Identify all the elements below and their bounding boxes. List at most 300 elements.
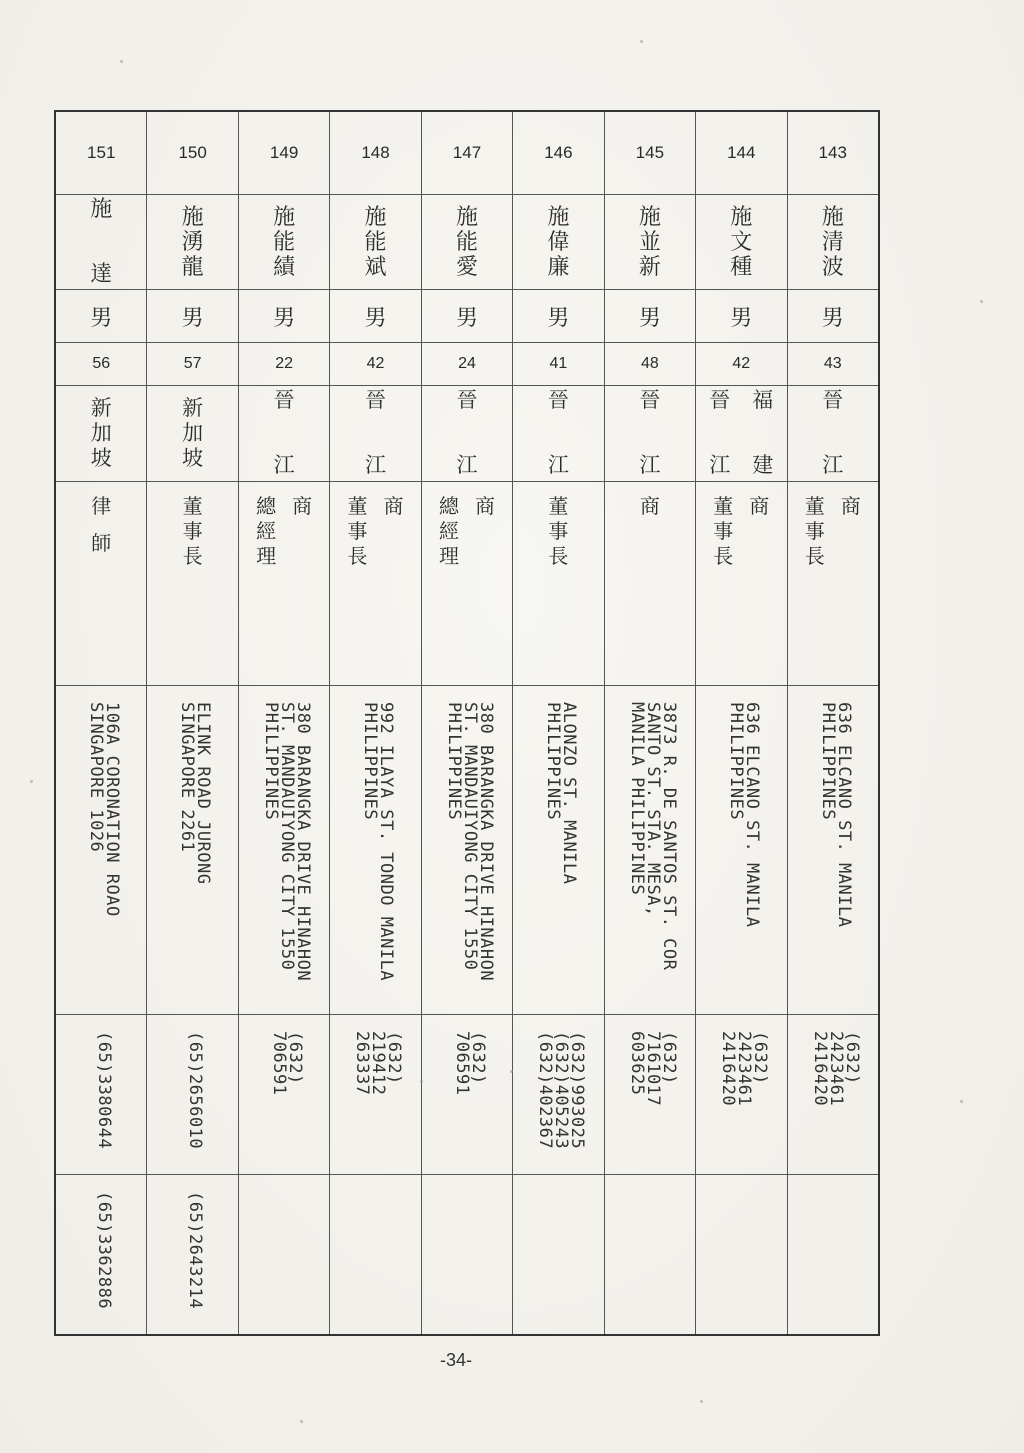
sex: 男 [638,305,661,331]
record-number: 149 [269,142,299,162]
fax-cell [788,1174,878,1334]
telephone-cell [605,1014,695,1173]
text-line: 636 ELCANO ST. MANILA [833,702,854,928]
vertical-text [841,494,861,685]
char: 理 [438,543,459,568]
scan-speck [30,780,33,783]
text-line: 106A CORONATION ROAO [102,702,122,917]
member-registry-table [54,110,880,1336]
vertical-text [439,494,459,685]
char: 經 [256,518,277,543]
birthplace-cell [422,385,512,481]
char: 律 [91,493,112,518]
birthplace-cell [696,385,786,481]
char: 加 [90,420,112,445]
fax-cell [696,1174,786,1334]
sex-cell [422,289,512,342]
rotated-text [268,1031,305,1096]
record-number: 148 [361,142,390,162]
char: 施 [821,204,844,230]
record-number-cell [56,112,146,194]
char: 江 [456,453,478,478]
text-line: 636 ELCANO ST. MANILA [742,702,763,928]
vertical-text [456,205,478,280]
scan-speck [510,1070,513,1073]
record-number-cell [696,112,786,194]
char: 董 [182,493,203,518]
vertical-text [547,205,569,280]
scan-speck [420,1080,423,1083]
text-line: 2423461 [734,1031,755,1107]
age: 24 [458,355,476,373]
char: 董 [347,493,368,518]
telephone-cell [56,1014,146,1173]
record-column-144 [695,112,786,1334]
sex: 男 [364,305,387,331]
address-cell [147,685,237,1014]
text-line: 380 BARANGKA DRIVE HINAHON [475,702,496,982]
char: 新 [90,395,112,420]
address-cell [330,685,420,1014]
char: 坡 [182,445,204,470]
text-line: (632)405243 [551,1031,572,1150]
text-line: 2423461 [825,1031,846,1107]
text-line: 219412 [368,1031,389,1096]
age: 56 [92,355,111,373]
text-line: 7161017 [642,1031,663,1107]
rotated-text [443,702,496,982]
age: 43 [823,355,842,373]
char: 事 [804,518,825,543]
record-column-146 [512,112,603,1334]
char: 建 [752,453,774,478]
birthplace-cell [239,385,329,481]
char: 江 [709,453,731,478]
vertical-text [273,205,295,280]
occupation-cell [696,481,786,685]
vertical-text [384,494,404,685]
telephone-cell [147,1014,237,1173]
vertical-text [91,494,111,556]
record-number-cell [605,112,695,194]
record-column-147 [421,112,512,1334]
text-line: (632) [467,1031,488,1085]
record-number: 143 [818,142,847,162]
record-number-cell [147,112,237,194]
sex: 男 [821,305,844,331]
text-line: ST. MANDAUIYONG CITY 1550 [276,702,297,971]
text-line: PHILIPPINES [726,702,747,821]
text-line: PHILIPPINES [360,702,381,821]
char: 江 [639,453,661,478]
age: 22 [275,355,293,373]
char: 商 [292,493,313,518]
vertical-text [822,388,843,478]
rotated-text [360,702,397,982]
telephone-cell [788,1014,878,1173]
rotated-text [451,1031,488,1096]
text-line: PHILIPPINES [443,702,464,821]
char: 江 [365,453,387,478]
text-line: SINGAPORE 1026 [86,702,106,853]
address-cell [696,685,786,1014]
char: 並 [638,229,661,255]
vertical-text [183,494,203,685]
occupation-cell [239,481,329,685]
char: 龍 [181,254,204,280]
fax-cell [605,1174,695,1334]
vertical-text [365,388,386,478]
birthplace-cell [330,385,420,481]
record-number: 144 [727,142,756,162]
char: 晉 [639,388,661,413]
char: 董 [548,493,569,518]
age-cell [422,342,512,385]
char: 晉 [456,388,478,413]
char: 長 [182,543,203,568]
char: 事 [713,518,734,543]
age-cell [513,342,603,385]
char: 加 [182,420,204,445]
text-line: 263337 [352,1031,373,1096]
age: 42 [732,355,751,373]
vertical-text [749,494,769,685]
age: 48 [640,355,659,373]
char: 理 [256,543,277,568]
char: 晉 [709,388,731,413]
record-number: 146 [544,142,573,162]
fax-cell [56,1174,146,1334]
rotated-text [88,702,120,917]
age-cell [330,342,420,385]
vertical-text [274,388,295,478]
occupation-cell [605,481,695,685]
char: 江 [273,453,295,478]
vertical-text [348,494,368,685]
char: 江 [547,453,569,478]
char: 績 [273,254,296,280]
telephone-cell [422,1014,512,1173]
vertical-text [91,396,112,471]
char: 總 [256,493,277,518]
record-number-cell [330,112,420,194]
text-line: ST. MANDAUIYONG CITY 1550 [459,702,480,971]
occupation-cell [330,481,420,685]
vertical-text [805,494,825,685]
vertical-text [713,494,733,685]
sex-cell [330,289,420,342]
char: 達 [90,262,113,288]
scan-speck [980,300,983,303]
text-line: (65)3380644 [94,1031,114,1150]
char: 晉 [273,388,295,413]
sex: 男 [730,305,753,331]
name-cell [239,194,329,290]
scan-speck [640,40,643,43]
char: 商 [749,493,770,518]
name-cell [56,194,146,290]
char: 商 [840,493,861,518]
vertical-text [456,388,477,478]
sex-cell [605,289,695,342]
sex: 男 [90,305,113,331]
rotated-text [96,1191,112,1309]
char: 晉 [822,388,844,413]
telephone-cell [330,1014,420,1173]
char: 能 [455,229,478,255]
char: 事 [182,518,203,543]
vertical-text [292,494,312,685]
address-cell [239,685,329,1014]
fax-cell [422,1174,512,1334]
rotated-text [718,1031,771,1107]
vertical-text [475,494,495,685]
text-line: (632)993025 [567,1031,588,1150]
vertical-text [548,388,569,478]
char: 長 [804,543,825,568]
rotated-text [626,702,679,971]
char: 施 [547,204,570,230]
text-line: (632) [750,1031,771,1085]
record-number-cell [788,112,878,194]
rotated-text [260,702,313,982]
age-cell [147,342,237,385]
record-column-148 [329,112,420,1334]
char: 事 [548,518,569,543]
birthplace-cell [513,385,603,481]
occupation-cell [422,481,512,685]
text-line: SANTO ST. STA. MESA, [642,702,663,917]
text-line: 706591 [451,1031,472,1096]
text-line: (632) [841,1031,862,1085]
sex-cell [56,289,146,342]
scan-speck [700,1400,703,1403]
rotated-text [177,702,214,885]
vertical-text [639,205,661,280]
vertical-text [548,494,568,685]
record-number-cell [239,112,329,194]
name-cell [147,194,237,290]
record-number: 151 [87,142,116,162]
text-line: 603625 [626,1031,647,1096]
char: 師 [91,530,112,555]
char: 施 [181,204,204,230]
rotated-text [185,1190,206,1309]
record-column-145 [604,112,695,1334]
address-cell [788,685,878,1014]
age: 57 [183,355,202,373]
age: 41 [549,355,568,373]
birthplace-cell [147,385,237,481]
address-cell [605,685,695,1014]
fax-cell [330,1174,420,1334]
char: 斌 [364,254,387,280]
rotated-text [809,1031,862,1107]
text-line: (632) [384,1031,405,1085]
char: 施 [90,197,113,223]
sex-cell [513,289,603,342]
char: 能 [273,229,296,255]
sex-cell [239,289,329,342]
age-cell [696,342,786,385]
age-cell [239,342,329,385]
text-line: (632) [658,1031,679,1085]
text-line: ALONZO ST. MANILA [559,702,580,885]
name-cell [513,194,603,290]
char: 商 [639,493,660,518]
rotated-text [535,1031,588,1150]
char: 商 [474,493,495,518]
fax-cell [239,1174,329,1334]
scan-speck [960,1100,963,1103]
text-line: PHILIPPINES [260,702,281,821]
rotated-text [626,1031,679,1107]
fax-cell [513,1174,603,1334]
vertical-text [730,205,752,280]
rotated-text [543,702,580,885]
char: 偉 [547,229,570,255]
record-number: 147 [452,142,482,162]
sex: 男 [455,305,478,331]
record-number-cell [513,112,603,194]
rotated-text [96,1031,112,1149]
char: 廉 [547,254,570,280]
telephone-cell [696,1014,786,1173]
scan-speck [300,1420,303,1423]
record-column-150 [146,112,237,1334]
occupation-cell [147,481,237,685]
name-cell [696,194,786,290]
text-line: SINGAPORE 2261 [177,702,198,853]
sex-cell [788,289,878,342]
age-cell [788,342,878,385]
sex: 男 [273,305,296,331]
char: 愛 [455,254,478,280]
text-line: 2416420 [809,1031,830,1107]
record-number: 150 [178,142,207,162]
text-line: (632) [284,1031,305,1085]
text-line: 3873 R. DE SANTOS ST. COR [658,702,679,971]
char: 福 [752,388,774,413]
text-line: 380 BARANGKA DRIVE HINAHON [292,702,313,982]
char: 施 [273,204,296,230]
record-column-149 [238,112,329,1334]
char: 董 [713,493,734,518]
char: 晉 [365,388,387,413]
vertical-text [182,396,203,471]
char: 施 [638,204,661,230]
text-line: (65)2643214 [185,1190,206,1309]
char: 事 [347,518,368,543]
char: 商 [383,493,404,518]
text-line: PHILIPPINES [817,702,838,821]
record-number-cell [422,112,512,194]
page-number: -34- [440,1350,473,1370]
vertical-text [709,388,730,478]
name-cell [788,194,878,290]
rotated-text [817,702,854,928]
char: 董 [804,493,825,518]
telephone-cell [513,1014,603,1173]
rotated-text [185,1031,206,1150]
address-cell [56,685,146,1014]
record-column-143 [787,112,878,1334]
vertical-text [752,388,773,478]
text-line: (632)402367 [535,1031,556,1150]
vertical-text [822,205,844,280]
char: 湧 [181,229,204,255]
text-line: ELINK ROAD JURONG [193,702,214,885]
text-line: 2416420 [718,1031,739,1107]
char: 施 [455,204,478,230]
text-line: MANILA PHILIPPINES [626,702,647,896]
vertical-text [640,494,660,685]
occupation-cell [56,481,146,685]
age-cell [56,342,146,385]
scan-speck [120,60,123,63]
name-cell [422,194,512,290]
char: 經 [438,518,459,543]
text-line: (65)2656010 [185,1031,206,1150]
telephone-cell [239,1014,329,1173]
birthplace-cell [788,385,878,481]
occupation-cell [513,481,603,685]
sex: 男 [547,305,570,331]
vertical-text [90,197,112,287]
char: 文 [730,229,753,255]
name-cell [330,194,420,290]
age-cell [605,342,695,385]
char: 新 [638,254,661,280]
char: 清 [821,229,844,255]
vertical-text [182,205,204,280]
sex-cell [696,289,786,342]
char: 長 [347,543,368,568]
text-line: (65)3362886 [94,1190,114,1309]
sex: 男 [181,305,204,331]
char: 施 [730,204,753,230]
char: 種 [730,254,753,280]
char: 長 [713,543,734,568]
char: 施 [364,204,387,230]
char: 坡 [90,445,112,470]
char: 長 [548,543,569,568]
char: 晉 [547,388,569,413]
record-number: 145 [635,142,665,162]
address-cell [422,685,512,1014]
birthplace-cell [56,385,146,481]
birthplace-cell [605,385,695,481]
vertical-text [256,494,276,685]
vertical-text [639,388,660,478]
text-line: 992 ILAYA ST. TONDO MANILA [376,702,397,982]
rotated-text [352,1031,405,1096]
name-cell [605,194,695,290]
char: 總 [438,493,459,518]
vertical-text [365,205,387,280]
fax-cell [147,1174,237,1334]
sex-cell [147,289,237,342]
address-cell [513,685,603,1014]
occupation-cell [788,481,878,685]
rotated-text [726,702,763,928]
text-line: PHILIPPINES [543,702,564,821]
char: 江 [822,453,844,478]
char: 新 [182,395,204,420]
age: 42 [366,355,385,373]
char: 能 [364,229,387,255]
record-column-151 [56,112,146,1334]
